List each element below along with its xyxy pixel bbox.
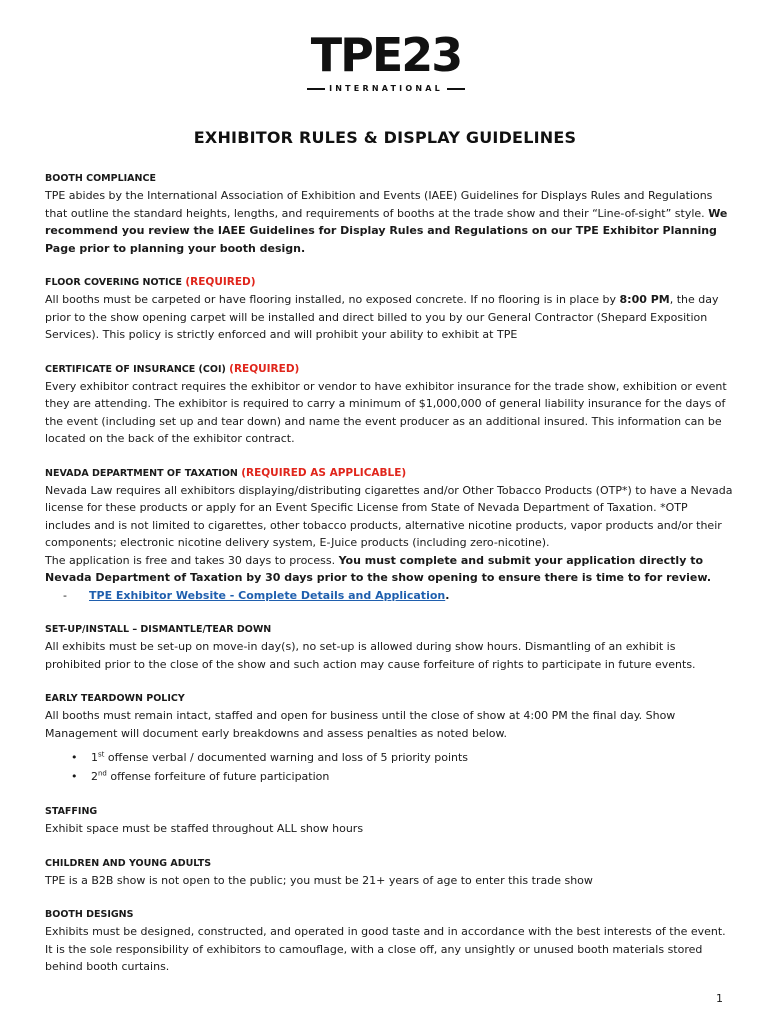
required-label: (REQUIRED) [185, 276, 256, 288]
list-item: • 2nd offense forfeiture of future participation [91, 767, 735, 786]
section-heading: FLOOR COVERING NOTICE (REQUIRED) [45, 276, 256, 288]
section-text-2: The application is free and takes 30 days to process. You must complete and submit your application directly to Nevada Department of Taxation by 30 days prior to the show opening to ensure there is time to for review. [45, 553, 712, 584]
logo-subtitle-text: INTERNATIONAL [329, 84, 443, 93]
section-text: Nevada Law requires all exhibitors displaying/distributing cigarettes and/or Other Tobacco Products (OTP*) to have a Nevada license for these products or apply for an Event Specific License from State of Nevada Department of Taxation. *OTP includes and is not limited to cigarettes, other tobacco products, alternative nicotine products, vapor products and/or their components; electronic nicotine delivery system, E-Juice products (including zero-nicotine). [45, 483, 733, 549]
section-text: Exhibit space must be staffed throughout ALL show hours [45, 822, 364, 835]
section-text: Exhibits must be designed, constructed, and operated in good taste and in accordance with the best interests of the event. It is the sole responsibility of exhibitors to camouflage, with a close off, any unsightly or unused booth materials stored behind booth curtains. [45, 925, 726, 973]
section-text: Every exhibitor contract requires the exhibitor or vendor to have exhibitor insurance for the trade show, exhibition or event they are attending. The exhibitor is required to carry a minimum of $1,000,000 of general liability insurance for the days of the event (including set up and tear down) and name the event producer as an additional insured. This information can be located on the back of the exhibitor contract. [45, 379, 727, 445]
section-heading: EARLY TEARDOWN POLICY [45, 693, 185, 704]
section-nevada-taxation [45, 465, 735, 605]
section-staffing [45, 803, 735, 838]
document-title: EXHIBITOR RULES & DISPLAY GUIDELINES [193, 128, 577, 147]
bullet-icon: • [71, 751, 78, 764]
required-label: (REQUIRED AS APPLICABLE) [241, 466, 407, 479]
section-early-teardown [45, 690, 735, 786]
logo-rule-right [447, 88, 465, 90]
section-setup-teardown [45, 621, 735, 673]
section-heading: CERTIFICATE OF INSURANCE (COI) (REQUIRED) [45, 362, 300, 375]
logo-subtitle [296, 84, 476, 93]
link-row: - TPE Exhibitor Website - Complete Details and Application. [63, 588, 450, 602]
section-text: TPE abides by the International Association of Exhibition and Events (IAEE) Guidelines for Displays Rules and Regulations that outline the standard heights, lengths, and requirements of booths at the trade show and their “Line-of-sight” style. We recommend you review the IAEE Guidelines for Display Rules and Regulations on our TPE Exhibitor Planning Page prior to planning your booth design. [45, 189, 728, 255]
tpe-exhibitor-website-link[interactable]: TPE Exhibitor Website - Complete Details and Application [89, 588, 446, 602]
section-booth-designs [45, 906, 735, 976]
logo-rule-left [307, 88, 325, 90]
section-heading: BOOTH DESIGNS [45, 909, 134, 920]
section-heading: NEVADA DEPARTMENT OF TAXATION (REQUIRED AS APPLICABLE) [45, 466, 407, 479]
section-text: TPE is a B2B show is not open to the public; you must be 21+ years of age to enter this trade show [45, 873, 593, 887]
section-text: All booths must remain intact, staffed and open for business until the close of show at 4:00 PM the final day. Show Management will document early breakdowns and assess penalties as noted below. [45, 709, 676, 740]
list-item: • 1st offense verbal / documented warning and loss of 5 priority points [91, 748, 735, 767]
document-body [45, 170, 735, 993]
section-text: All exhibits must be set-up on move-in day(s), no set-up is allowed during show hours. Dismantling of an exhibit is prohibited prior to the close of the show and such action may cause forfeiture of rights to participate in future events. [45, 640, 696, 671]
logo-wordmark: TPE23 [310, 28, 462, 82]
section-insurance [45, 361, 735, 448]
section-heading: CHILDREN AND YOUNG ADULTS [45, 857, 212, 869]
section-heading: STAFFING [45, 806, 98, 817]
penalty-list [45, 748, 735, 786]
required-label: (REQUIRED) [229, 362, 300, 375]
section-floor-covering [45, 274, 735, 344]
bullet-icon: • [71, 770, 78, 783]
section-booth-compliance [45, 170, 735, 257]
section-text: All booths must be carpeted or have flooring installed, no exposed concrete. If no flooring is in place by 8:00 PM, the day prior to the show opening carpet will be installed and direct billed to you by our General Contractor (Shepard Exposition Services). This policy is strictly enforced and will prohibit your ability to exhibit at TPE [45, 293, 719, 341]
tpe23-logo [296, 30, 476, 93]
section-heading: BOOTH COMPLIANCE [45, 173, 156, 184]
section-children [45, 855, 735, 890]
section-heading: SET-UP/INSTALL – DISMANTLE/TEAR DOWN [45, 624, 272, 635]
page-number: 1 [716, 992, 723, 1005]
